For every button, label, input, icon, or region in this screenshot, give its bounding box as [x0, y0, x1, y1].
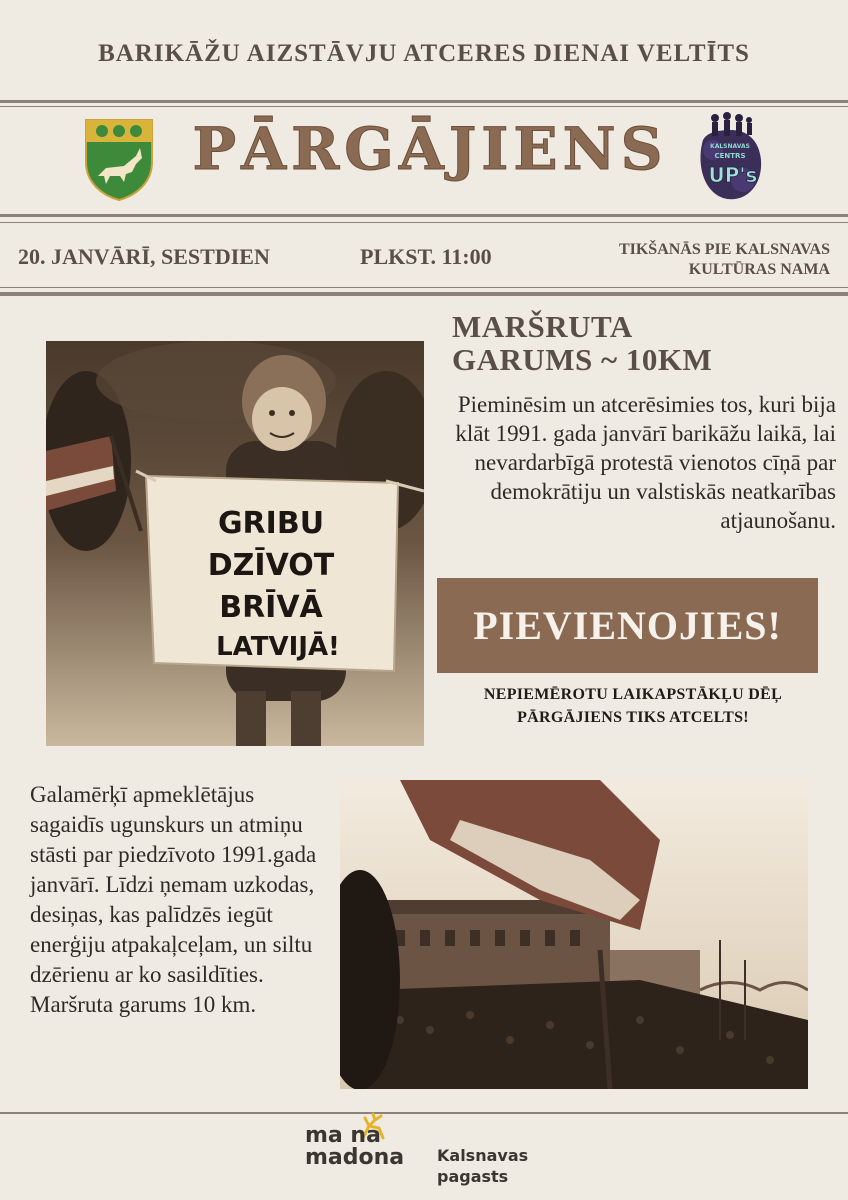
svg-text:UP's: UP's: [708, 163, 758, 187]
rule-top-1: [0, 100, 848, 103]
svg-text:LATVIJĀ!: LATVIJĀ!: [216, 632, 340, 662]
rule-mid-2: [0, 222, 848, 223]
svg-text:GRIBU: GRIBU: [217, 506, 325, 541]
place-line-1: Kalsnavas: [437, 1146, 529, 1165]
place-line-2: pagasts: [437, 1167, 509, 1186]
meeting-line-1: TIKŠANĀS PIE KALSNAVAS: [618, 241, 830, 258]
meeting-line-2: KULTŪRAS NAMA: [688, 261, 830, 278]
cancellation-notice: [420, 683, 846, 729]
join-label: PIEVIENOJIES!: [473, 603, 782, 648]
photo-crowd-with-flag: [340, 780, 808, 1089]
event-date: 20. JANVĀRĪ, SESTDIEN: [18, 244, 270, 269]
meeting-place: [530, 240, 830, 280]
madona-brand: [305, 1125, 404, 1169]
route-heading: [452, 310, 832, 376]
event-description: Pieminēsim un atcerēsimies tos, kuri bija klāt 1991. gada janvārī barikāžu laikā, lai nevardarbīgā protestā vienotos cīņā par demokrātiju un valstiskās neatkarības atjaunošanu.: [455, 392, 836, 533]
top-heading: BARIKĀŽU AIZSTĀVJU ATCERES DIENAI VELTĪTS: [98, 40, 750, 67]
photo-child-with-sign: [46, 341, 424, 746]
svg-text:DZĪVOT: DZĪVOT: [207, 548, 335, 583]
rule-bottom: [0, 1112, 848, 1114]
cancel-line-1: NEPIEMĒROTU LAIKAPSTĀKĻU DĒĻ: [483, 686, 783, 703]
destination-text: Galamērķī apmeklētājus sagaidīs ugunskurs un atmiņu stāsti par piedzīvoto 1991.gada janvārī. Līdzi ņemam uzkodas, desiņas, kas palīdzēs iegūt enerģiju atpakaļceļam, un siltu dzērienu ar ko sasildīties. Maršruta garums 10 km.: [30, 782, 317, 1017]
svg-text:BRĪVĀ: BRĪVĀ: [219, 590, 323, 625]
ups-centre-logo-icon: [693, 110, 767, 204]
brand-line-2: madona: [305, 1145, 405, 1170]
cancel-line-2: PĀRGĀJIENS TIKS ATCELTS!: [517, 709, 749, 726]
rule-mid-3: [0, 287, 848, 288]
rule-top-2: [0, 106, 848, 107]
route-heading-line-2: GARUMS ~ 10KM: [452, 342, 713, 377]
svg-text:KALSNAVAS: KALSNAVAS: [710, 143, 750, 150]
svg-text:CENTRS: CENTRS: [714, 152, 746, 160]
join-banner: [437, 578, 818, 673]
pagasts-label: [437, 1145, 528, 1187]
page-title: PĀRGĀJIENS: [192, 115, 668, 183]
rule-mid-4: [0, 292, 848, 296]
brand-line-1: ma na: [305, 1123, 381, 1148]
rule-mid-1: [0, 214, 848, 217]
event-time: PLKST. 11:00: [360, 244, 492, 269]
route-heading-line-1: MARŠRUTA: [452, 309, 633, 344]
kalsnava-coat-of-arms-icon: [84, 118, 154, 202]
